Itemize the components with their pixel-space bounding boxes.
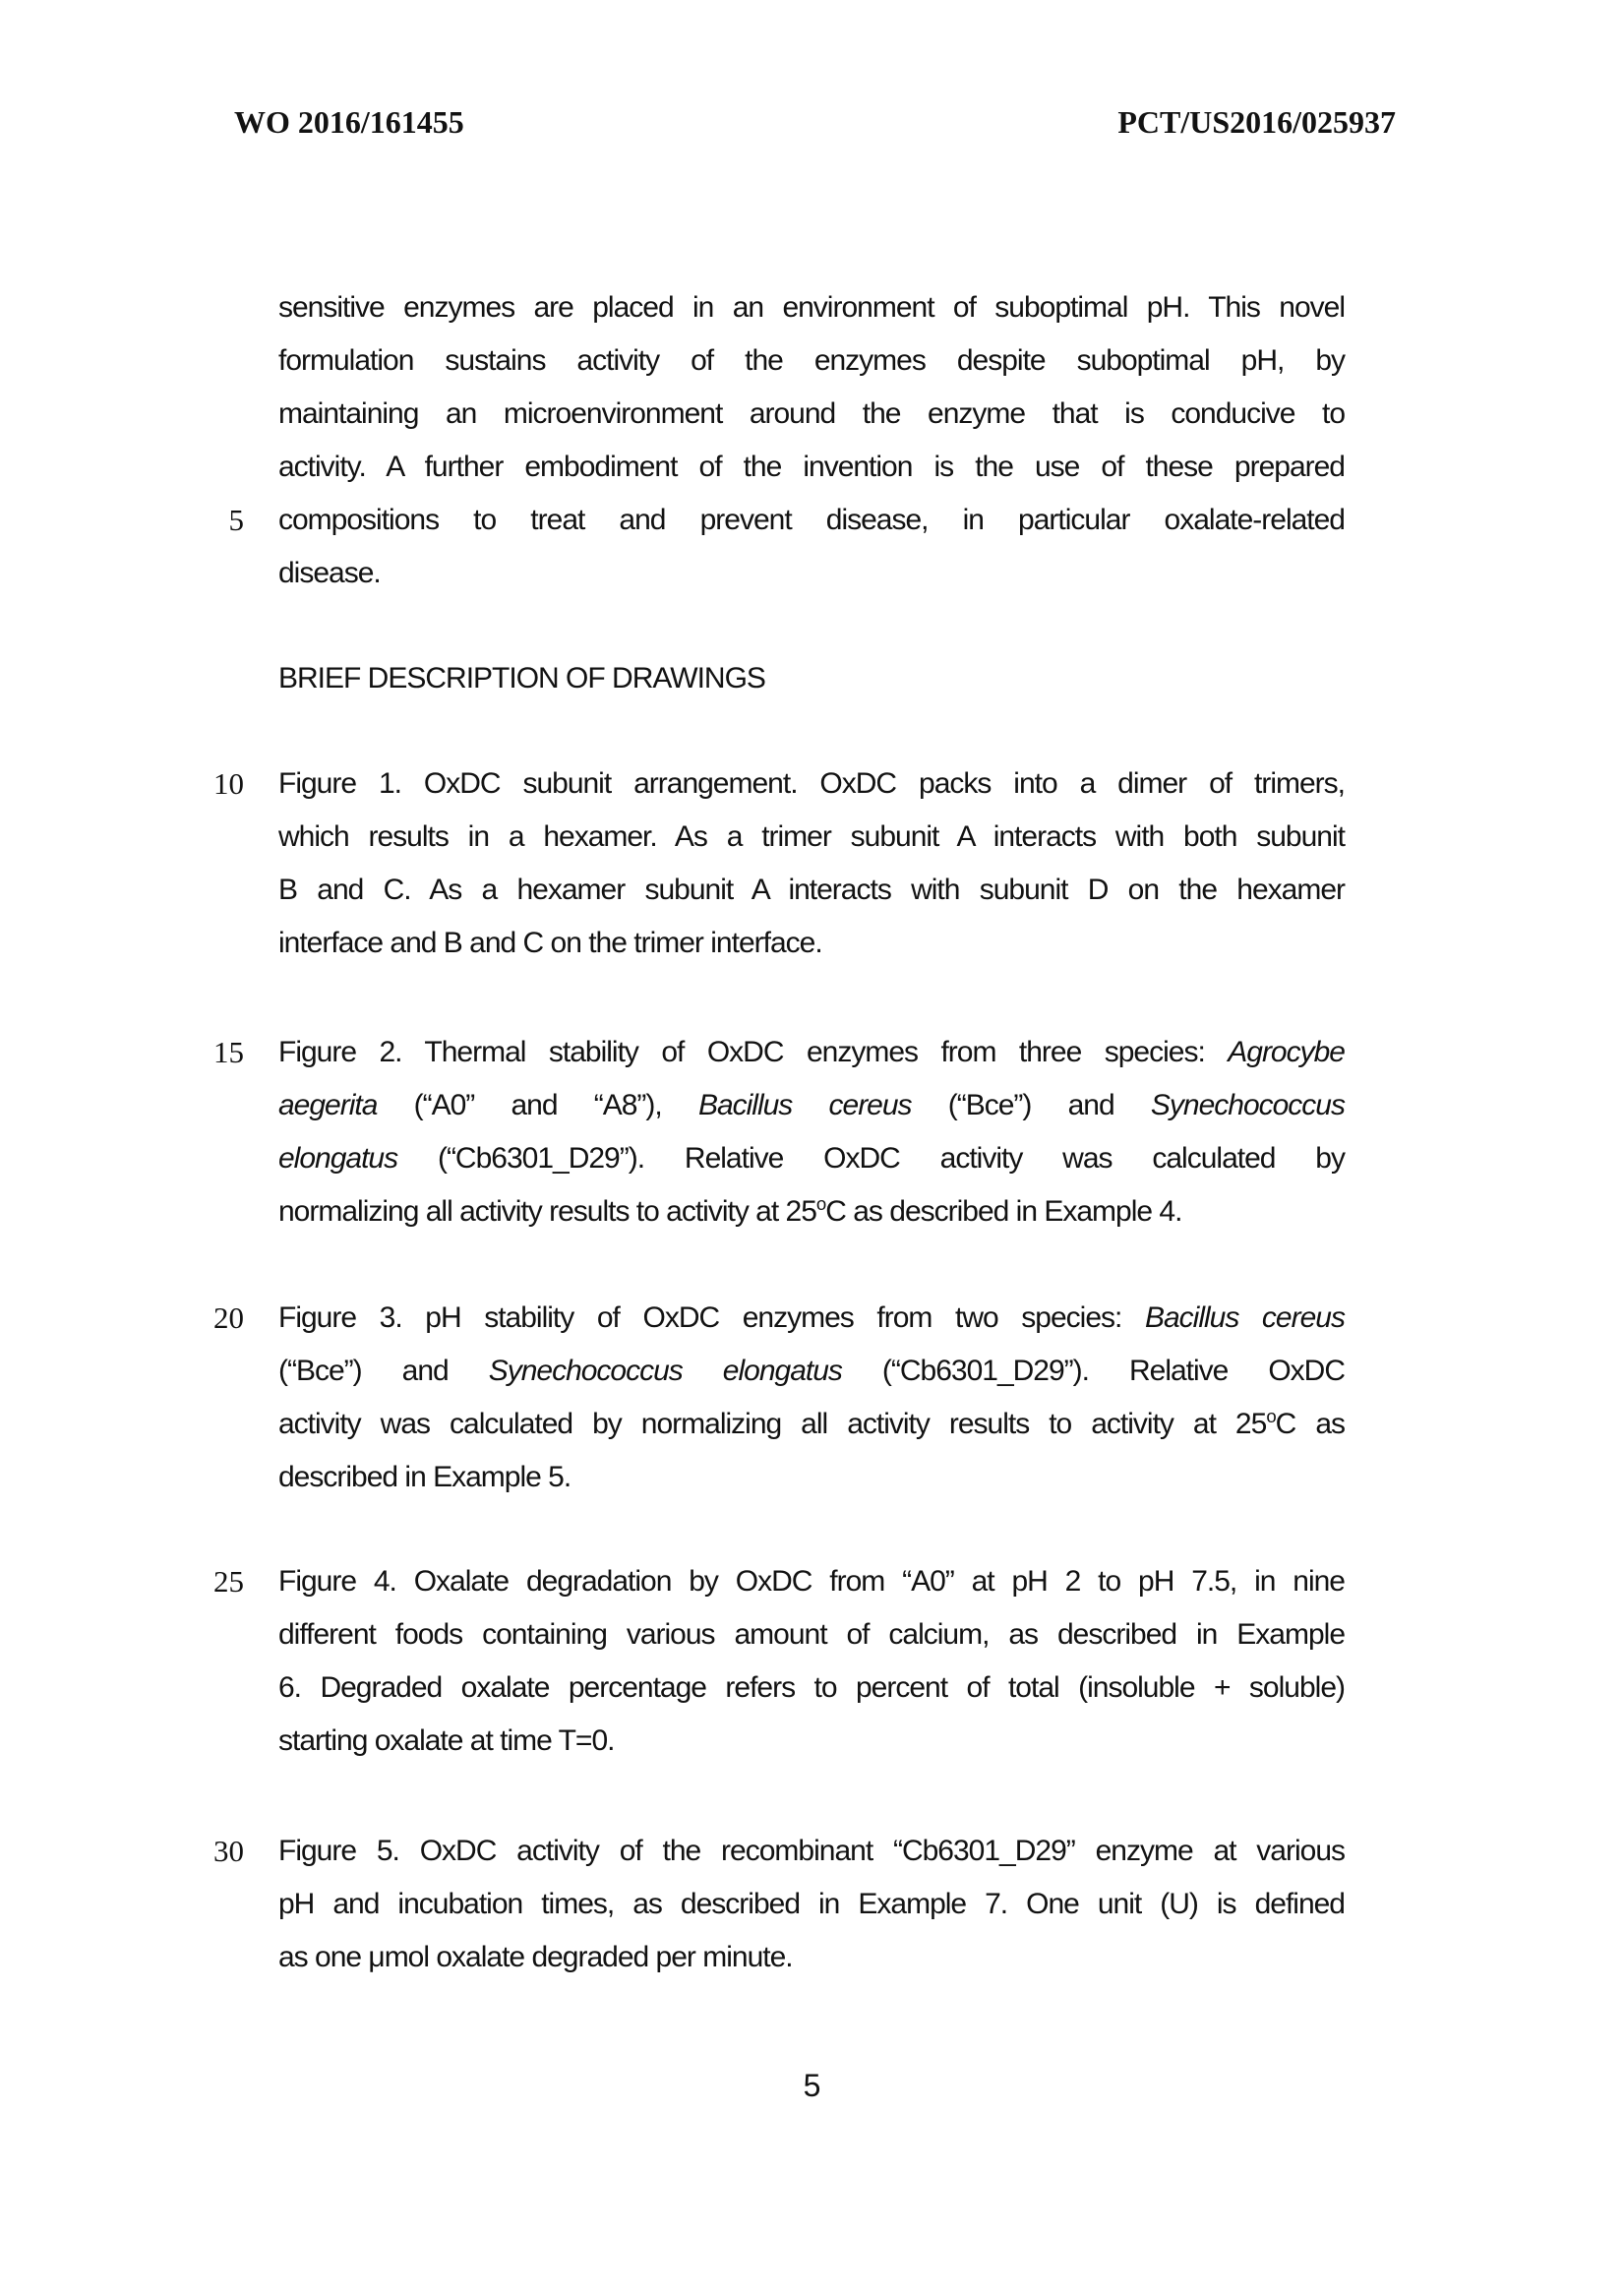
line-number: 10 (213, 766, 244, 801)
text-line: described in Example 5. (278, 1461, 571, 1493)
line-number: 15 (213, 1035, 244, 1069)
paragraph-figure-1 (213, 757, 1345, 970)
paragraph-intro (228, 281, 1345, 600)
section-heading: BRIEF DESCRIPTION OF DRAWINGS (278, 662, 765, 695)
text-line: starting oxalate at time T=0. (278, 1724, 615, 1757)
text-line: interface and B and C on the trimer interface. (278, 927, 822, 959)
paragraph-figure-4 (213, 1555, 1345, 1768)
text-line: disease. (278, 557, 381, 589)
text-line: maintaining an microenvironment around the enzyme that is conducive to (278, 397, 1345, 430)
text-line: Figure 2. Thermal stability of OxDC enzymes from three species: Agrocybe (278, 1036, 1345, 1068)
text-line: sensitive enzymes are placed in an environment of suboptimal pH. This novel (278, 291, 1345, 324)
document-body (213, 281, 1346, 1984)
text-line: as one μmol oxalate degraded per minute. (278, 1941, 793, 1973)
text-line: which results in a hexamer. As a trimer subunit A interacts with both subunit (278, 820, 1345, 853)
publication-number: WO 2016/161455 (234, 104, 464, 140)
text-line: activity. A further embodiment of the invention is the use of these prepared (278, 451, 1345, 483)
line-number: 25 (213, 1564, 244, 1599)
text-line: Figure 5. OxDC activity of the recombinant “Cb6301_D29” enzyme at various (278, 1835, 1345, 1867)
text-line: compositions to treat and prevent disease, in particular oxalate-related (278, 504, 1345, 536)
paragraph-figure-2 (213, 1026, 1345, 1238)
text-line: pH and incubation times, as described in Example 7. One unit (U) is defined (278, 1888, 1345, 1920)
text-line: Figure 3. pH stability of OxDC enzymes from two species: Bacillus cereus (278, 1301, 1345, 1334)
text-line: Figure 1. OxDC subunit arrangement. OxDC packs into a dimer of trimers, (278, 767, 1345, 800)
line-number: 30 (213, 1834, 244, 1868)
text-line: different foods containing various amount of calcium, as described in Example (278, 1618, 1345, 1651)
text-line: 6. Degraded oxalate percentage refers to percent of total (insoluble + soluble) (278, 1671, 1345, 1704)
text-line: normalizing all activity results to activity at 25$^o$C as described in Example 4. (278, 1193, 1182, 1228)
text-line: elongatus (“Cb6301_D29”). Relative OxDC activity was calculated by (278, 1142, 1345, 1175)
text-line: Figure 4. Oxalate degradation by OxDC from “A0” at pH 2 to pH 7.5, in nine (278, 1565, 1345, 1598)
paragraph-figure-5 (213, 1825, 1345, 1984)
text-line: activity was calculated by normalizing all activity results to activity at 25$^o$C as (278, 1406, 1346, 1440)
text-line: (“Bce”) and Synechococcus elongatus (“Cb6301_D29”). Relative OxDC (278, 1355, 1346, 1387)
paragraph-figure-3 (213, 1292, 1346, 1504)
text-line: B and C. As a hexamer subunit A interacts with subunit D on the hexamer (278, 874, 1345, 906)
text-line: formulation sustains activity of the enzymes despite suboptimal pH, by (278, 344, 1345, 377)
application-number: PCT/US2016/025937 (1117, 104, 1396, 140)
text-line: aegerita (“A0” and “A8”), Bacillus cereus (“Bce”) and Synechococcus (278, 1089, 1345, 1121)
line-number: 20 (213, 1300, 244, 1335)
page-number: 5 (803, 2068, 821, 2103)
line-number: 5 (228, 503, 244, 537)
